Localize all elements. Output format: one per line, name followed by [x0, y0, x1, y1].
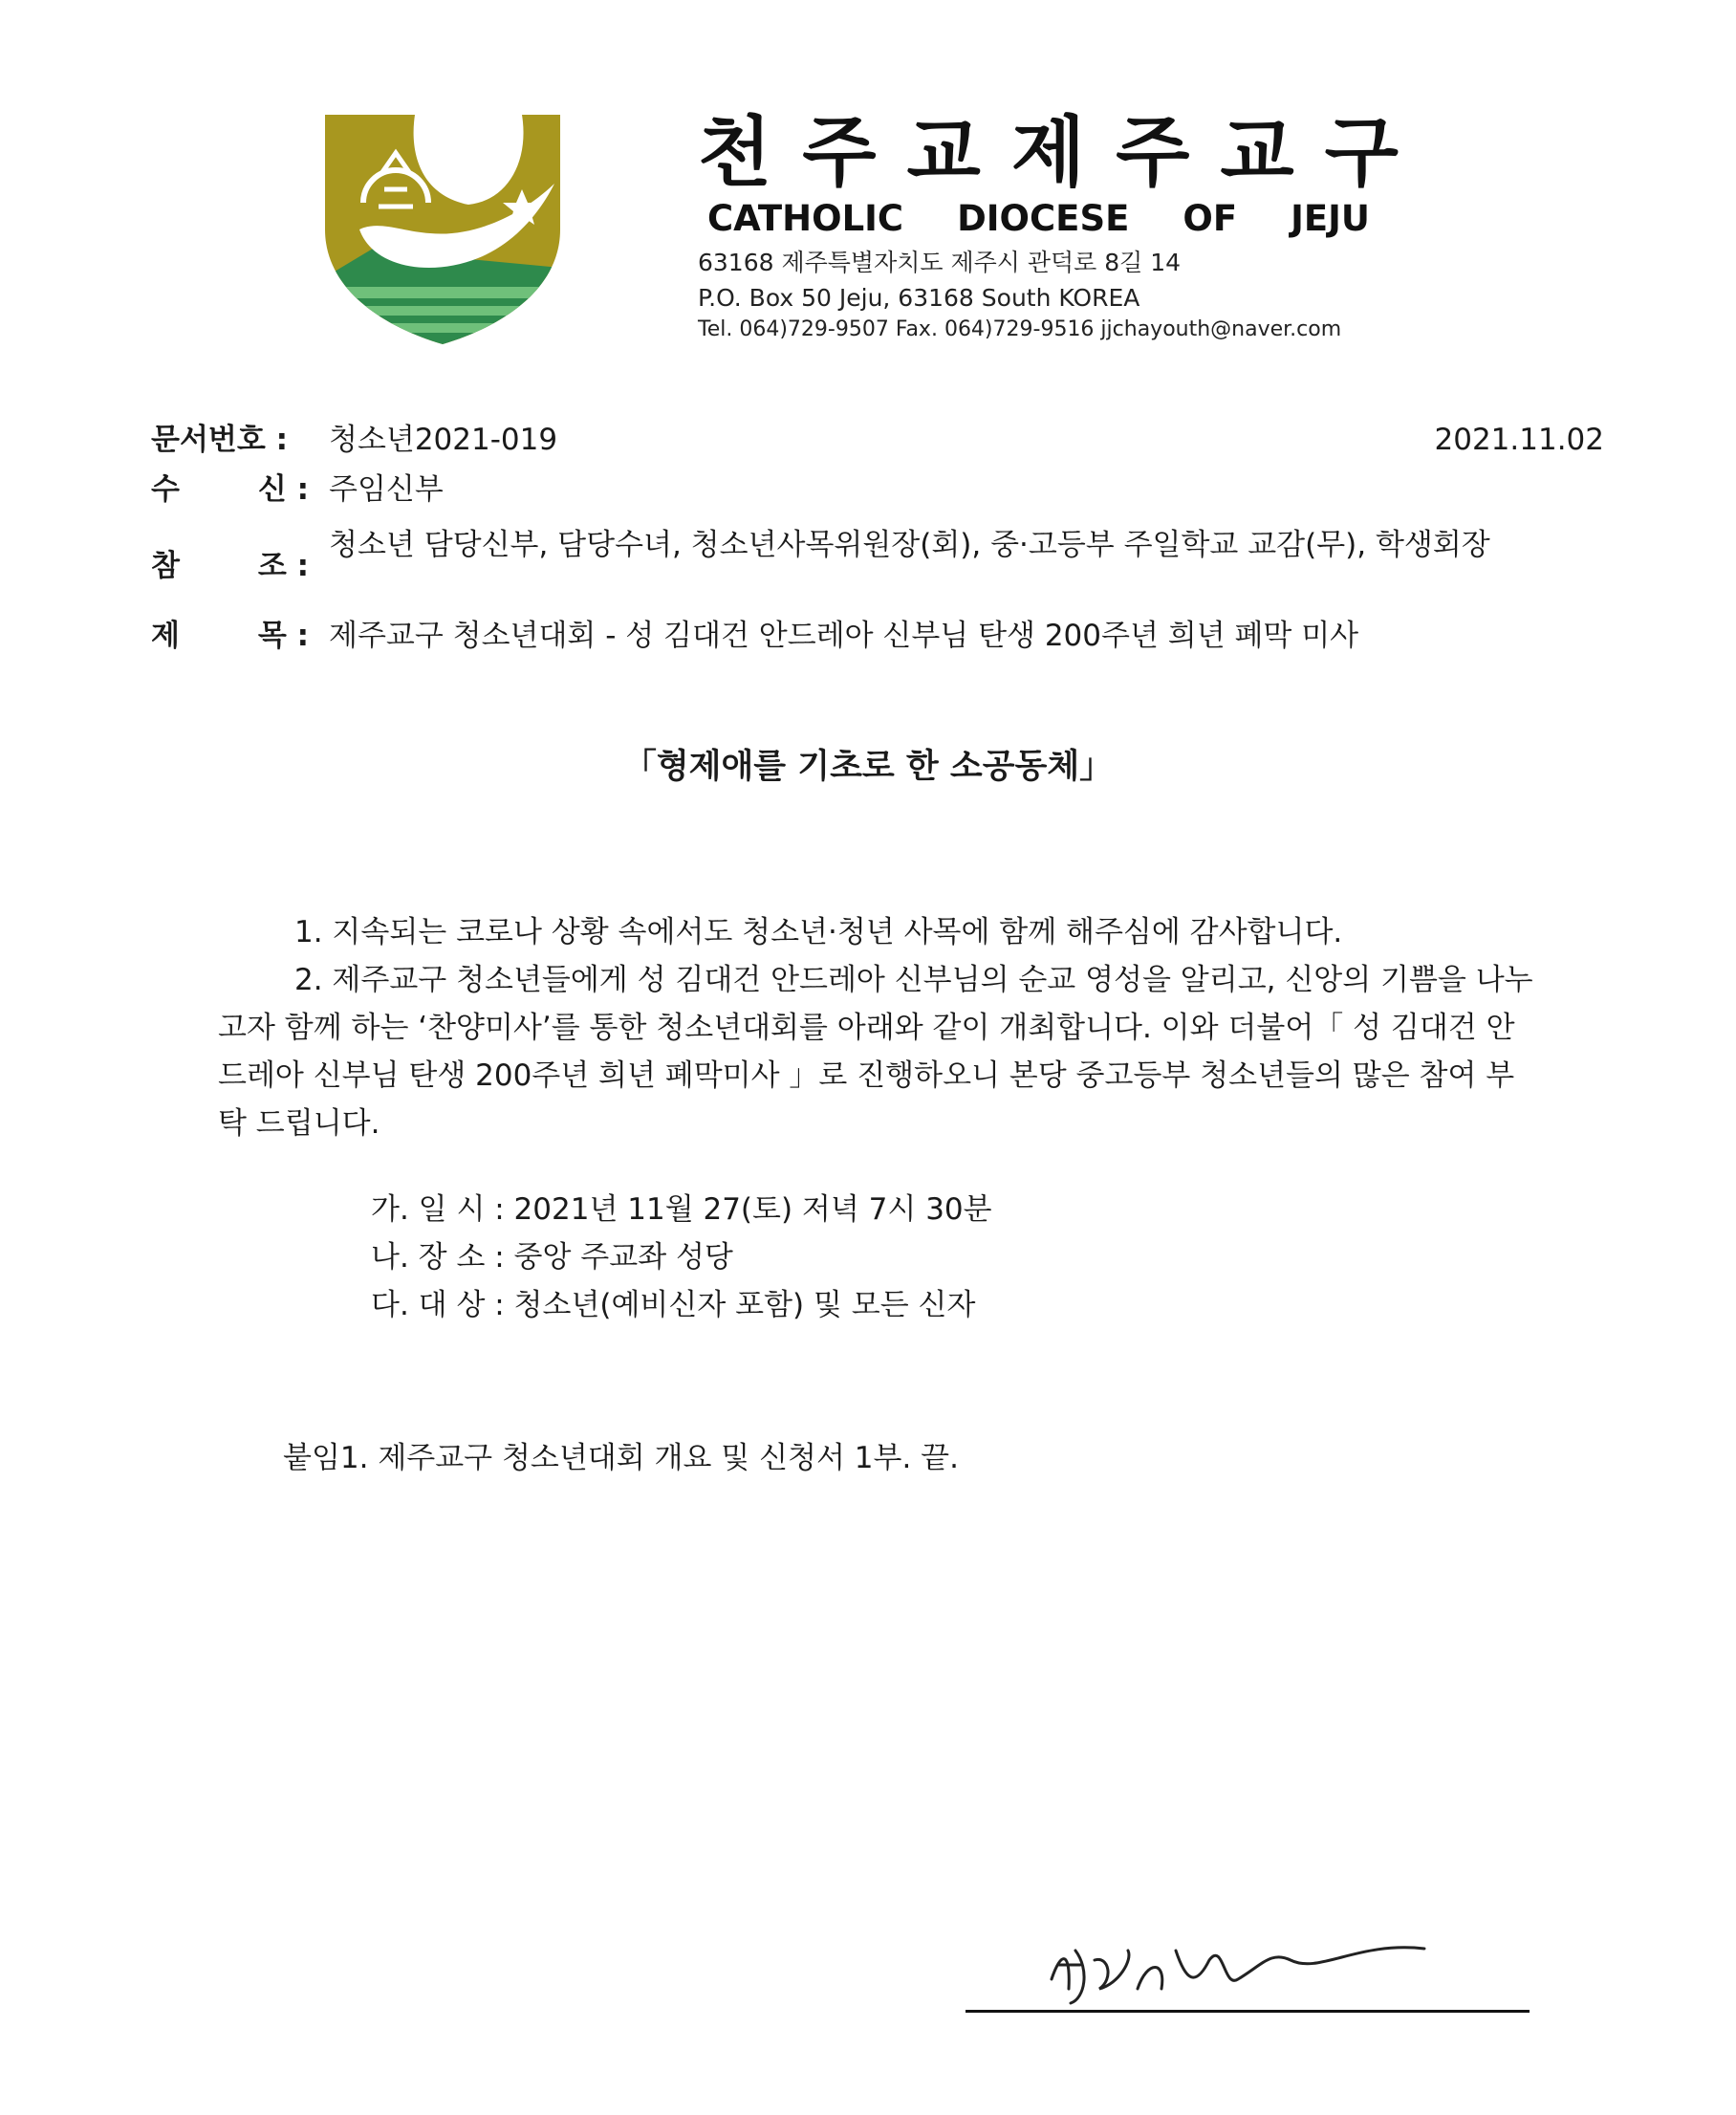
reference: 청소년 담당신부, 담당수녀, 청소년사목위원장(회), 중·고등부 주일학교 교감(무), 학생회장	[329, 528, 1490, 562]
detail-audience: 다. 대 상 : 청소년(예비신자 포함) 및 모든 신자	[371, 1288, 976, 1322]
contact-info: Tel. 064)729-9507 Fax. 064)729-9516 jjchayouth@naver.com	[698, 317, 1342, 341]
org-name-en-word: DIOCESE	[957, 198, 1130, 239]
signature-line	[966, 2010, 1530, 2013]
address-ko: 63168 제주특별자치도 제주시 관덕로 8길 14	[698, 249, 1182, 276]
org-name-en-word: JEJU	[1291, 198, 1370, 239]
paragraph-1-text: 1. 지속되는 코로나 상황 속에서도 청소년·청년 사목에 함께 해주심에 감사합니다.	[294, 915, 1343, 949]
doc-number: 청소년2021-019	[329, 423, 558, 457]
detail-location: 나. 장 소 : 중앙 주교좌 성당	[371, 1240, 733, 1275]
recipient-label-char: 신 :	[257, 472, 309, 507]
paragraph-2	[218, 956, 1537, 1147]
recipient: 주임신부	[329, 472, 444, 507]
subject-label-char: 제	[151, 619, 180, 653]
diocese-logo	[325, 115, 560, 344]
reference-label-char: 참	[151, 549, 180, 583]
recipient-label-char: 수	[151, 472, 180, 507]
signature	[1042, 1922, 1443, 2017]
org-name-en	[707, 198, 1370, 239]
paragraph-1	[218, 908, 1489, 956]
doc-number-label: 문서번호 :	[151, 423, 288, 457]
org-name-ko: 천주교제주교구	[698, 108, 1429, 197]
subject: 제주교구 청소년대회 - 성 김대건 안드레아 신부님 탄생 200주년 희년 폐막 미사	[329, 619, 1359, 653]
doc-date: 2021.11.02	[1434, 423, 1604, 457]
detail-datetime: 가. 일 시 : 2021년 11월 27(토) 저녁 7시 30분	[371, 1192, 992, 1227]
paragraph-2-text: 2. 제주교구 청소년들에게 성 김대건 안드레아 신부님의 순교 영성을 알리고, 신앙의 기쁨을 나누고자 함께 하는 ‘찬양미사’를 통한 청소년대회를 아래와 같이 개최합니다. 이와 더불어「 성 김대건 안드레아 신부님 탄생 200주년 희년 폐막미사 」로 진행하오니 본당 중고등부 청소년들의 많은 참여 부탁 드립니다.	[218, 963, 1533, 1141]
document-heading: 「형제애를 기초로 한 소공동체」	[622, 748, 1114, 786]
org-name-en-word: CATHOLIC	[707, 198, 904, 239]
org-name-en-word: OF	[1183, 198, 1238, 239]
reference-label-char: 조 :	[257, 549, 309, 583]
subject-label-char: 목 :	[257, 619, 309, 653]
address-en: P.O. Box 50 Jeju, 63168 South KOREA	[698, 284, 1140, 312]
attachment-note: 붙임1. 제주교구 청소년대회 개요 및 신청서 1부. 끝.	[283, 1441, 959, 1475]
